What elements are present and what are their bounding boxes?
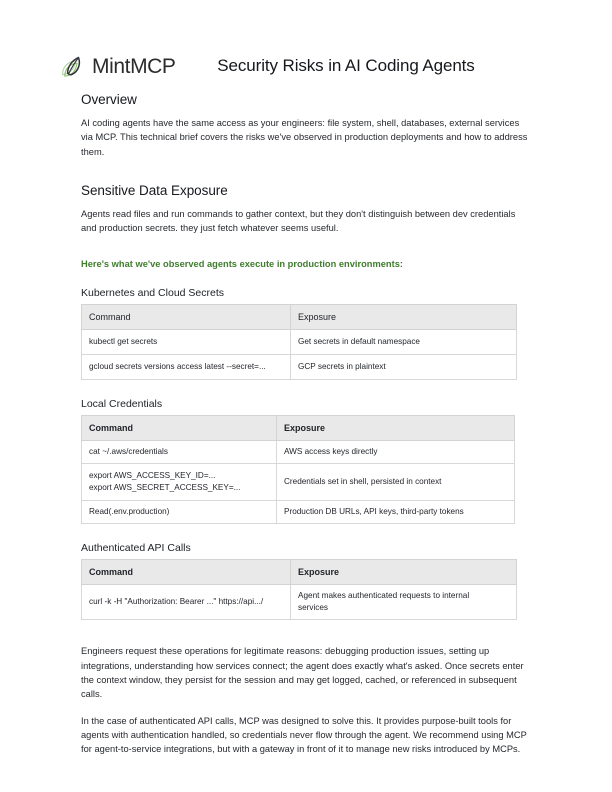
cell-command-line: export AWS_ACCESS_KEY_ID=... (89, 471, 216, 481)
cell-exposure-line: services (298, 603, 329, 613)
cell-exposure (291, 585, 517, 620)
cell-command: Read(.env.production) (82, 501, 277, 524)
column-header-exposure: Exposure (291, 560, 517, 585)
table-header-row (82, 560, 517, 585)
document-body (81, 92, 531, 757)
table-row (82, 355, 517, 380)
cell-exposure (277, 464, 515, 501)
table-title-kubernetes: Kubernetes and Cloud Secrets (81, 287, 225, 300)
cell-exposure-line: Agent makes authenticated requests to internal (298, 591, 470, 601)
closing-paragraph-1: Engineers request these operations for legitimate reasons: debugging production issues, setting up integrations, understanding how services connect; the agent does exactly what's asked. Once secrets enter the context window, they persist for the session and may get logged, cached, or referenced in subsequent calls. (81, 646, 524, 700)
cell-exposure-line: Credentials set in shell, persisted in context (284, 477, 442, 487)
overview-paragraph: AI coding agents have the same access as your engineers: file system, shell, databases, external services via MCP. This technical brief covers the risks we've observed in production deployments and how to address them. (81, 118, 528, 157)
closing-paragraph-2: In the case of authenticated API calls, MCP was designed to solve this. It provides purpose-built tools for agents with authentication handled, so credentials never flow through the agent. We recommend using MCP for agent-to-service integrations, but with a gateway in front of it to manage new risks introduced by MCPs. (81, 715, 527, 755)
section-heading-overview: Overview (81, 92, 137, 107)
column-header-command: Command (82, 416, 277, 441)
table-row (82, 441, 515, 464)
table-title-local-credentials: Local Credentials (81, 398, 163, 411)
table-title-authenticated-api-calls: Authenticated API Calls (81, 542, 191, 555)
page-title: Security Risks in AI Coding Agents (217, 56, 475, 75)
cell-command: curl -k -H "Authorization: Bearer ..." https://api.../ (82, 585, 291, 620)
cell-exposure: Get secrets in default namespace (291, 330, 517, 355)
table-kubernetes-cloud-secrets (81, 304, 517, 380)
cell-exposure: AWS access keys directly (277, 441, 515, 464)
cell-command-line: export AWS_SECRET_ACCESS_KEY=... (89, 483, 241, 493)
cell-command: kubectl get secrets (82, 330, 291, 355)
table-header-row (82, 305, 517, 330)
callout-text: Here's what we've observed agents execute in production environments: (81, 259, 403, 270)
table-row (82, 464, 515, 501)
column-header-command: Command (82, 305, 291, 330)
cell-exposure: GCP secrets in plaintext (291, 355, 517, 380)
brand-name: MintMCP (92, 55, 176, 78)
table-local-credentials (81, 415, 515, 524)
cell-exposure: Production DB URLs, API keys, third-party tokens (277, 501, 515, 524)
column-header-command: Command (82, 560, 291, 585)
column-header-exposure: Exposure (291, 305, 517, 330)
table-header-row (82, 416, 515, 441)
cell-command: gcloud secrets versions access latest --secret=... (82, 355, 291, 380)
document-header (0, 46, 612, 88)
table-row (82, 501, 515, 524)
cell-command: cat ~/.aws/credentials (82, 441, 277, 464)
table-row (82, 330, 517, 355)
sensitive-data-paragraph: Agents read files and run commands to gather context, but they don't distinguish between dev credentials and production secrets. they just fetch whatever seems useful. (81, 208, 516, 234)
cell-command (82, 464, 277, 501)
table-row (82, 585, 517, 620)
column-header-exposure: Exposure (277, 416, 515, 441)
section-heading-sensitive-data: Sensitive Data Exposure (81, 182, 228, 198)
table-authenticated-api-calls (81, 559, 517, 620)
